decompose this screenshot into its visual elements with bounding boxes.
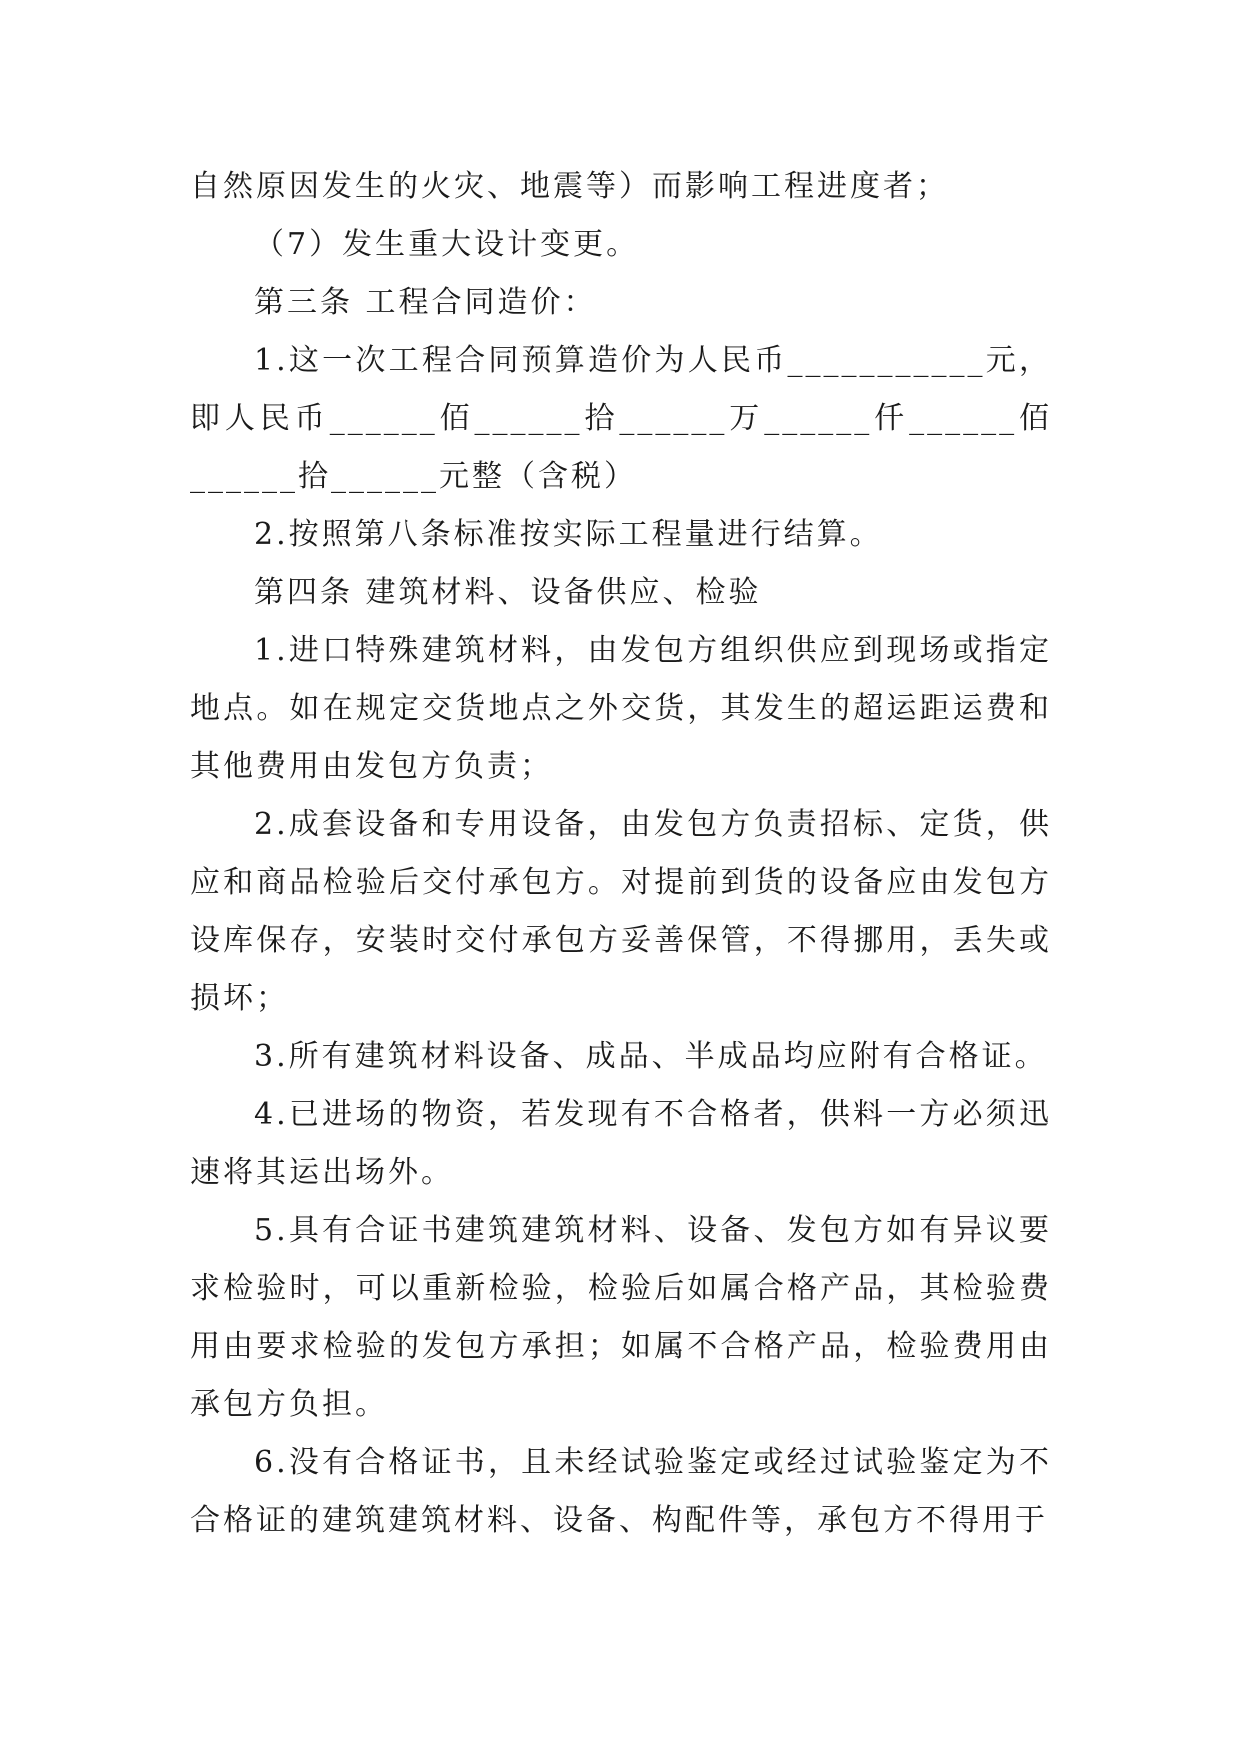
paragraph-reinspection: 5.具有合证书建筑建筑材料、设备、发包方如有异议要求检验时，可以重新检验，检验后如属合格产品，其检验费用由要求检验的发包方承担；如属不合格产品，检验费用由承包方负担。	[190, 1213, 1052, 1422]
paragraph-certificates: 3.所有建筑材料设备、成品、半成品均应附有合格证。	[254, 1039, 1048, 1074]
paragraph-uncertified-materials: 6.没有合格证书，且未经试验鉴定或经过试验鉴定为不合格证的建筑建筑材料、设备、构配件等，承包方不得用于	[190, 1445, 1052, 1538]
paragraph-equipment-supply: 2.成套设备和专用设备，由发包方负责招标、定货，供应和商品检验后交付承包方。对提前到货的设备应由发包方设库保存，安装时交付承包方妥善保管，不得挪用，丢失或损坏；	[190, 807, 1052, 1016]
document-body	[190, 158, 1052, 1550]
article-3-heading: 第三条 工程合同造价：	[254, 285, 597, 320]
paragraph-nonconforming-goods: 4.已进场的物资，若发现有不合格者，供料一方必须迅速将其运出场外。	[190, 1097, 1052, 1190]
paragraph-design-change: （7）发生重大设计变更。	[254, 227, 640, 262]
paragraph-contract-price: 1.这一次工程合同预算造价为人民币___________元，即人民币______佰______拾______万______仟______佰______拾______元整（含税）	[190, 343, 1052, 494]
article-4-heading: 第四条 建筑材料、设备供应、检验	[254, 575, 762, 610]
paragraph-settlement: 2.按照第八条标准按实际工程量进行结算。	[254, 517, 883, 552]
paragraph-force-majeure-continuation: 自然原因发生的火灾、地震等）而影响工程进度者；	[190, 169, 949, 204]
paragraph-imported-materials: 1.进口特殊建筑材料，由发包方组织供应到现场或指定地点。如在规定交货地点之外交货，其发生的超运距运费和其他费用由发包方负责；	[190, 633, 1052, 784]
